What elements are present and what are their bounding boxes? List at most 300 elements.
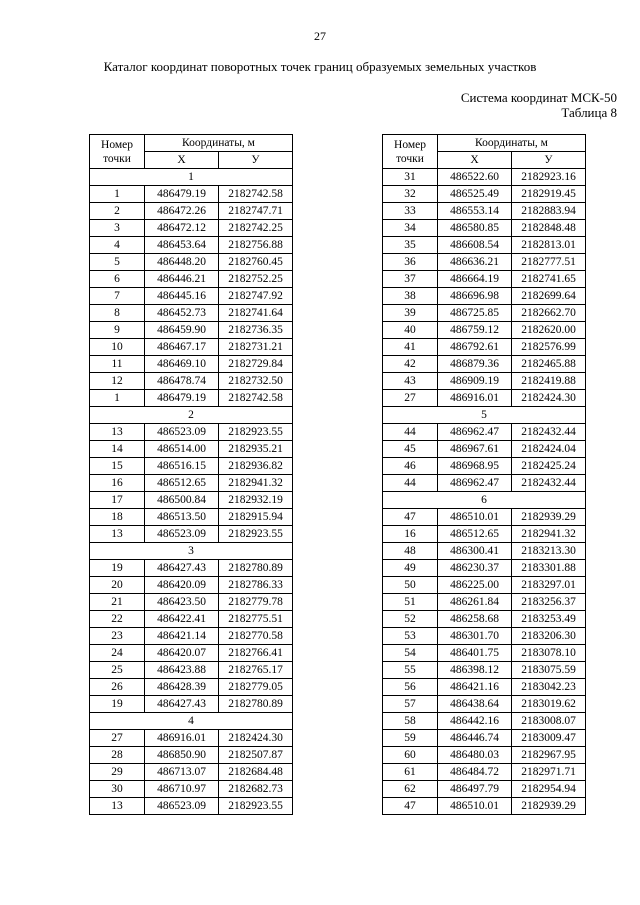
x-header: X xyxy=(438,152,512,169)
x-coordinate-cell: 486710.97 xyxy=(145,781,219,798)
y-coordinate-cell: 2182732.50 xyxy=(219,373,293,390)
x-coordinate-cell: 486438.64 xyxy=(438,696,512,713)
table-row xyxy=(383,509,586,526)
x-coordinate-cell: 486459.90 xyxy=(145,322,219,339)
x-coordinate-cell: 486522.60 xyxy=(438,169,512,186)
y-coordinate-cell: 2182731.21 xyxy=(219,339,293,356)
y-coordinate-cell: 2182923.55 xyxy=(219,424,293,441)
x-coordinate-cell: 486469.10 xyxy=(145,356,219,373)
x-coordinate-cell: 486421.14 xyxy=(145,628,219,645)
table-row xyxy=(90,356,293,373)
y-coordinate-cell: 2182923.16 xyxy=(512,169,586,186)
x-coordinate-cell: 486261.84 xyxy=(438,594,512,611)
table-row xyxy=(90,679,293,696)
point-number-cell: 13 xyxy=(90,526,145,543)
point-number-cell: 44 xyxy=(383,424,438,441)
point-number-cell: 53 xyxy=(383,628,438,645)
point-number-cell: 58 xyxy=(383,713,438,730)
x-coordinate-cell: 486523.09 xyxy=(145,424,219,441)
page-title: Каталог координат поворотных точек границ образуемых земельных участков xyxy=(103,59,537,74)
coordinates-table-right xyxy=(382,134,586,815)
point-number-cell: 9 xyxy=(90,322,145,339)
x-coordinate-cell: 486300.41 xyxy=(438,543,512,560)
point-number-header: Номер точки xyxy=(383,135,438,169)
y-coordinate-cell: 2182682.73 xyxy=(219,781,293,798)
x-coordinate-cell: 486523.09 xyxy=(145,526,219,543)
x-coordinate-cell: 486472.12 xyxy=(145,220,219,237)
point-number-cell: 26 xyxy=(90,679,145,696)
y-coordinate-cell: 2182775.51 xyxy=(219,611,293,628)
x-coordinate-cell: 486608.54 xyxy=(438,237,512,254)
coordinate-system-block xyxy=(461,90,617,120)
y-coordinate-cell: 2182424.30 xyxy=(512,390,586,407)
point-number-cell: 14 xyxy=(90,441,145,458)
x-coordinate-cell: 486696.98 xyxy=(438,288,512,305)
y-coordinate-cell: 2182752.25 xyxy=(219,271,293,288)
y-coordinate-cell: 2183008.07 xyxy=(512,713,586,730)
y-coordinate-cell: 2182941.32 xyxy=(512,526,586,543)
x-coordinate-cell: 486512.65 xyxy=(145,475,219,492)
table-row xyxy=(383,271,586,288)
point-number-cell: 51 xyxy=(383,594,438,611)
table-row xyxy=(90,424,293,441)
point-number-cell: 55 xyxy=(383,662,438,679)
y-coordinate-cell: 2182932.19 xyxy=(219,492,293,509)
y-coordinate-cell: 2182620.00 xyxy=(512,322,586,339)
y-coordinate-cell: 2182939.29 xyxy=(512,798,586,815)
x-coordinate-cell: 486792.61 xyxy=(438,339,512,356)
table-row xyxy=(90,594,293,611)
x-coordinate-cell: 486427.43 xyxy=(145,560,219,577)
y-coordinate-cell: 2182780.89 xyxy=(219,560,293,577)
point-number-cell: 24 xyxy=(90,645,145,662)
table-row xyxy=(90,611,293,628)
x-coordinate-cell: 486428.39 xyxy=(145,679,219,696)
point-number-cell: 11 xyxy=(90,356,145,373)
point-number-cell: 19 xyxy=(90,696,145,713)
point-number-cell: 56 xyxy=(383,679,438,696)
point-number-cell: 15 xyxy=(90,458,145,475)
table-row xyxy=(90,339,293,356)
x-coordinate-cell: 486445.16 xyxy=(145,288,219,305)
point-number-cell: 50 xyxy=(383,577,438,594)
table-row xyxy=(383,254,586,271)
y-coordinate-cell: 2182813.01 xyxy=(512,237,586,254)
y-header: У xyxy=(512,152,586,169)
x-coordinate-cell: 486225.00 xyxy=(438,577,512,594)
table-row xyxy=(383,475,586,492)
table-row xyxy=(383,322,586,339)
point-number-cell: 43 xyxy=(383,373,438,390)
point-number-cell: 27 xyxy=(383,390,438,407)
table-row xyxy=(90,645,293,662)
point-number-cell: 47 xyxy=(383,798,438,815)
y-coordinate-cell: 2182760.45 xyxy=(219,254,293,271)
table-row xyxy=(90,526,293,543)
table-row xyxy=(383,186,586,203)
y-coordinate-cell: 2182939.29 xyxy=(512,509,586,526)
x-coordinate-cell: 486420.09 xyxy=(145,577,219,594)
y-coordinate-cell: 2183009.47 xyxy=(512,730,586,747)
point-number-cell: 23 xyxy=(90,628,145,645)
point-number-cell: 42 xyxy=(383,356,438,373)
y-coordinate-cell: 2182766.41 xyxy=(219,645,293,662)
table-row xyxy=(90,577,293,594)
y-coordinate-cell: 2182779.78 xyxy=(219,594,293,611)
section-row xyxy=(383,492,586,509)
coordinate-system-label: Система координат МСК-50 xyxy=(460,90,617,105)
point-number-cell: 54 xyxy=(383,645,438,662)
table-row xyxy=(383,169,586,186)
x-coordinate-cell: 486500.84 xyxy=(145,492,219,509)
table-row xyxy=(383,424,586,441)
x-coordinate-cell: 486479.19 xyxy=(145,186,219,203)
point-number-cell: 46 xyxy=(383,458,438,475)
y-coordinate-cell: 2182742.25 xyxy=(219,220,293,237)
table-row xyxy=(383,543,586,560)
y-coordinate-cell: 2183297.01 xyxy=(512,577,586,594)
y-coordinate-cell: 2182786.33 xyxy=(219,577,293,594)
point-number-cell: 19 xyxy=(90,560,145,577)
table-row xyxy=(383,645,586,662)
y-coordinate-cell: 2182971.71 xyxy=(512,764,586,781)
point-number-cell: 7 xyxy=(90,288,145,305)
x-coordinate-cell: 486962.47 xyxy=(438,424,512,441)
table-row xyxy=(383,662,586,679)
point-number-cell: 3 xyxy=(90,220,145,237)
section-row xyxy=(90,713,293,730)
point-number-cell: 13 xyxy=(90,798,145,815)
x-coordinate-cell: 486472.26 xyxy=(145,203,219,220)
table-row xyxy=(383,288,586,305)
y-coordinate-cell: 2182747.71 xyxy=(219,203,293,220)
y-coordinate-cell: 2182432.44 xyxy=(512,424,586,441)
point-number-cell: 8 xyxy=(90,305,145,322)
point-number-cell: 29 xyxy=(90,764,145,781)
point-number-cell: 16 xyxy=(383,526,438,543)
table-row xyxy=(383,594,586,611)
x-coordinate-cell: 486525.49 xyxy=(438,186,512,203)
y-coordinate-cell: 2183253.49 xyxy=(512,611,586,628)
point-number-cell: 38 xyxy=(383,288,438,305)
y-coordinate-cell: 2182741.65 xyxy=(512,271,586,288)
y-coordinate-cell: 2182576.99 xyxy=(512,339,586,356)
y-coordinate-cell: 2182923.55 xyxy=(219,798,293,815)
x-coordinate-cell: 486916.01 xyxy=(145,730,219,747)
y-coordinate-cell: 2182967.95 xyxy=(512,747,586,764)
y-coordinate-cell: 2182742.58 xyxy=(219,390,293,407)
table-row xyxy=(90,254,293,271)
table-row xyxy=(90,271,293,288)
table-row xyxy=(383,696,586,713)
point-number-cell: 35 xyxy=(383,237,438,254)
y-coordinate-cell: 2183301.88 xyxy=(512,560,586,577)
point-number-cell: 13 xyxy=(90,424,145,441)
x-coordinate-cell: 486759.12 xyxy=(438,322,512,339)
table-row xyxy=(383,458,586,475)
table-row xyxy=(90,220,293,237)
x-coordinate-cell: 486467.17 xyxy=(145,339,219,356)
x-coordinate-cell: 486510.01 xyxy=(438,798,512,815)
y-coordinate-cell: 2182941.32 xyxy=(219,475,293,492)
point-number-cell: 12 xyxy=(90,373,145,390)
y-coordinate-cell: 2183206.30 xyxy=(512,628,586,645)
table-row xyxy=(90,628,293,645)
table-row xyxy=(383,305,586,322)
table-row xyxy=(90,764,293,781)
y-coordinate-cell: 2182432.44 xyxy=(512,475,586,492)
section-number-cell: 3 xyxy=(90,543,293,560)
point-number-cell: 18 xyxy=(90,509,145,526)
point-number-cell: 41 xyxy=(383,339,438,356)
y-coordinate-cell: 2182923.55 xyxy=(219,526,293,543)
point-number-cell: 62 xyxy=(383,781,438,798)
y-coordinate-cell: 2182729.84 xyxy=(219,356,293,373)
y-coordinate-cell: 2182756.88 xyxy=(219,237,293,254)
x-coordinate-cell: 486301.70 xyxy=(438,628,512,645)
x-coordinate-cell: 486420.07 xyxy=(145,645,219,662)
x-coordinate-cell: 486480.03 xyxy=(438,747,512,764)
point-number-cell: 1 xyxy=(90,390,145,407)
table-row xyxy=(90,441,293,458)
x-coordinate-cell: 486422.41 xyxy=(145,611,219,628)
page-number: 27 xyxy=(314,29,326,43)
x-header: X xyxy=(145,152,219,169)
coordinates-table-left xyxy=(89,134,293,815)
table-row xyxy=(383,441,586,458)
point-number-cell: 1 xyxy=(90,186,145,203)
x-coordinate-cell: 486725.85 xyxy=(438,305,512,322)
point-number-cell: 31 xyxy=(383,169,438,186)
coordinates-header: Координаты, м xyxy=(145,135,293,152)
table-row xyxy=(90,509,293,526)
y-coordinate-cell: 2183019.62 xyxy=(512,696,586,713)
table-row xyxy=(383,713,586,730)
section-row xyxy=(90,407,293,424)
y-coordinate-cell: 2182954.94 xyxy=(512,781,586,798)
x-coordinate-cell: 486513.50 xyxy=(145,509,219,526)
point-number-cell: 34 xyxy=(383,220,438,237)
table-row xyxy=(90,390,293,407)
x-coordinate-cell: 486636.21 xyxy=(438,254,512,271)
table-row xyxy=(383,781,586,798)
y-coordinate-cell: 2183256.37 xyxy=(512,594,586,611)
table-row xyxy=(383,526,586,543)
x-coordinate-cell: 486446.21 xyxy=(145,271,219,288)
table-row xyxy=(90,288,293,305)
table-row xyxy=(383,390,586,407)
table-row xyxy=(90,662,293,679)
point-number-cell: 49 xyxy=(383,560,438,577)
x-coordinate-cell: 486514.00 xyxy=(145,441,219,458)
table-row xyxy=(383,747,586,764)
table-row xyxy=(383,356,586,373)
table-row xyxy=(90,560,293,577)
x-coordinate-cell: 486967.61 xyxy=(438,441,512,458)
y-coordinate-cell: 2182780.89 xyxy=(219,696,293,713)
table-row xyxy=(383,798,586,815)
y-coordinate-cell: 2182465.88 xyxy=(512,356,586,373)
section-row xyxy=(90,169,293,186)
point-number-cell: 27 xyxy=(90,730,145,747)
section-row xyxy=(90,543,293,560)
y-coordinate-cell: 2182736.35 xyxy=(219,322,293,339)
x-coordinate-cell: 486510.01 xyxy=(438,509,512,526)
x-coordinate-cell: 486713.07 xyxy=(145,764,219,781)
x-coordinate-cell: 486664.19 xyxy=(438,271,512,288)
x-coordinate-cell: 486446.74 xyxy=(438,730,512,747)
y-coordinate-cell: 2183078.10 xyxy=(512,645,586,662)
y-coordinate-cell: 2182419.88 xyxy=(512,373,586,390)
table-row xyxy=(90,237,293,254)
x-coordinate-cell: 486523.09 xyxy=(145,798,219,815)
point-number-cell: 10 xyxy=(90,339,145,356)
x-coordinate-cell: 486968.95 xyxy=(438,458,512,475)
y-coordinate-cell: 2182935.21 xyxy=(219,441,293,458)
x-coordinate-cell: 486580.85 xyxy=(438,220,512,237)
point-number-cell: 25 xyxy=(90,662,145,679)
point-number-cell: 30 xyxy=(90,781,145,798)
x-coordinate-cell: 486879.36 xyxy=(438,356,512,373)
y-coordinate-cell: 2182765.17 xyxy=(219,662,293,679)
y-coordinate-cell: 2182425.24 xyxy=(512,458,586,475)
coordinates-header: Координаты, м xyxy=(438,135,586,152)
x-coordinate-cell: 486258.68 xyxy=(438,611,512,628)
table-row xyxy=(383,764,586,781)
x-coordinate-cell: 486230.37 xyxy=(438,560,512,577)
point-number-cell: 45 xyxy=(383,441,438,458)
point-number-cell: 22 xyxy=(90,611,145,628)
table-row xyxy=(383,611,586,628)
y-coordinate-cell: 2182424.04 xyxy=(512,441,586,458)
table-row xyxy=(90,798,293,815)
y-coordinate-cell: 2182747.92 xyxy=(219,288,293,305)
x-coordinate-cell: 486427.43 xyxy=(145,696,219,713)
table-row xyxy=(90,322,293,339)
point-number-cell: 44 xyxy=(383,475,438,492)
y-coordinate-cell: 2182848.48 xyxy=(512,220,586,237)
x-coordinate-cell: 486421.16 xyxy=(438,679,512,696)
y-coordinate-cell: 2182779.05 xyxy=(219,679,293,696)
x-coordinate-cell: 486479.19 xyxy=(145,390,219,407)
section-number-cell: 4 xyxy=(90,713,293,730)
x-coordinate-cell: 486553.14 xyxy=(438,203,512,220)
table-row xyxy=(383,220,586,237)
table-row xyxy=(90,730,293,747)
x-coordinate-cell: 486398.12 xyxy=(438,662,512,679)
point-number-cell: 52 xyxy=(383,611,438,628)
point-number-cell: 47 xyxy=(383,509,438,526)
point-number-cell: 2 xyxy=(90,203,145,220)
point-number-header: Номер точки xyxy=(90,135,145,169)
point-number-cell: 37 xyxy=(383,271,438,288)
table-row xyxy=(383,679,586,696)
y-coordinate-cell: 2182741.64 xyxy=(219,305,293,322)
point-number-cell: 4 xyxy=(90,237,145,254)
point-number-cell: 32 xyxy=(383,186,438,203)
table-row xyxy=(383,203,586,220)
x-coordinate-cell: 486909.19 xyxy=(438,373,512,390)
x-coordinate-cell: 486401.75 xyxy=(438,645,512,662)
table-number-label: Таблица 8 xyxy=(561,105,617,120)
y-coordinate-cell: 2182742.58 xyxy=(219,186,293,203)
y-coordinate-cell: 2182424.30 xyxy=(219,730,293,747)
x-coordinate-cell: 486512.65 xyxy=(438,526,512,543)
table-row xyxy=(90,747,293,764)
point-number-cell: 36 xyxy=(383,254,438,271)
table-row xyxy=(383,339,586,356)
section-number-cell: 1 xyxy=(90,169,293,186)
point-number-cell: 33 xyxy=(383,203,438,220)
y-coordinate-cell: 2182770.58 xyxy=(219,628,293,645)
x-coordinate-cell: 486916.01 xyxy=(438,390,512,407)
table-row xyxy=(90,492,293,509)
y-coordinate-cell: 2182936.82 xyxy=(219,458,293,475)
table-row xyxy=(90,458,293,475)
point-number-cell: 40 xyxy=(383,322,438,339)
point-number-cell: 61 xyxy=(383,764,438,781)
y-coordinate-cell: 2183042.23 xyxy=(512,679,586,696)
table-row xyxy=(90,781,293,798)
table-row xyxy=(90,373,293,390)
table-row xyxy=(383,628,586,645)
point-number-cell: 28 xyxy=(90,747,145,764)
y-coordinate-cell: 2182699.64 xyxy=(512,288,586,305)
y-coordinate-cell: 2182507.87 xyxy=(219,747,293,764)
table-row xyxy=(383,577,586,594)
x-coordinate-cell: 486497.79 xyxy=(438,781,512,798)
table-row xyxy=(383,730,586,747)
section-number-cell: 5 xyxy=(383,407,586,424)
section-number-cell: 6 xyxy=(383,492,586,509)
x-coordinate-cell: 486516.15 xyxy=(145,458,219,475)
point-number-cell: 21 xyxy=(90,594,145,611)
section-row xyxy=(383,407,586,424)
y-coordinate-cell: 2182883.94 xyxy=(512,203,586,220)
table-row xyxy=(383,560,586,577)
x-coordinate-cell: 486448.20 xyxy=(145,254,219,271)
y-coordinate-cell: 2182777.51 xyxy=(512,254,586,271)
x-coordinate-cell: 486423.88 xyxy=(145,662,219,679)
x-coordinate-cell: 486850.90 xyxy=(145,747,219,764)
x-coordinate-cell: 486452.73 xyxy=(145,305,219,322)
point-number-cell: 17 xyxy=(90,492,145,509)
y-coordinate-cell: 2183075.59 xyxy=(512,662,586,679)
y-coordinate-cell: 2182919.45 xyxy=(512,186,586,203)
x-coordinate-cell: 486423.50 xyxy=(145,594,219,611)
table-row xyxy=(383,237,586,254)
point-number-cell: 39 xyxy=(383,305,438,322)
x-coordinate-cell: 486453.64 xyxy=(145,237,219,254)
y-coordinate-cell: 2182662.70 xyxy=(512,305,586,322)
x-coordinate-cell: 486962.47 xyxy=(438,475,512,492)
point-number-cell: 20 xyxy=(90,577,145,594)
table-row xyxy=(90,203,293,220)
point-number-cell: 48 xyxy=(383,543,438,560)
section-number-cell: 2 xyxy=(90,407,293,424)
y-coordinate-cell: 2182915.94 xyxy=(219,509,293,526)
x-coordinate-cell: 486442.16 xyxy=(438,713,512,730)
point-number-cell: 16 xyxy=(90,475,145,492)
point-number-cell: 60 xyxy=(383,747,438,764)
table-row xyxy=(383,373,586,390)
table-row xyxy=(90,186,293,203)
y-coordinate-cell: 2183213.30 xyxy=(512,543,586,560)
table-row xyxy=(90,305,293,322)
x-coordinate-cell: 486478.74 xyxy=(145,373,219,390)
x-coordinate-cell: 486484.72 xyxy=(438,764,512,781)
point-number-cell: 57 xyxy=(383,696,438,713)
